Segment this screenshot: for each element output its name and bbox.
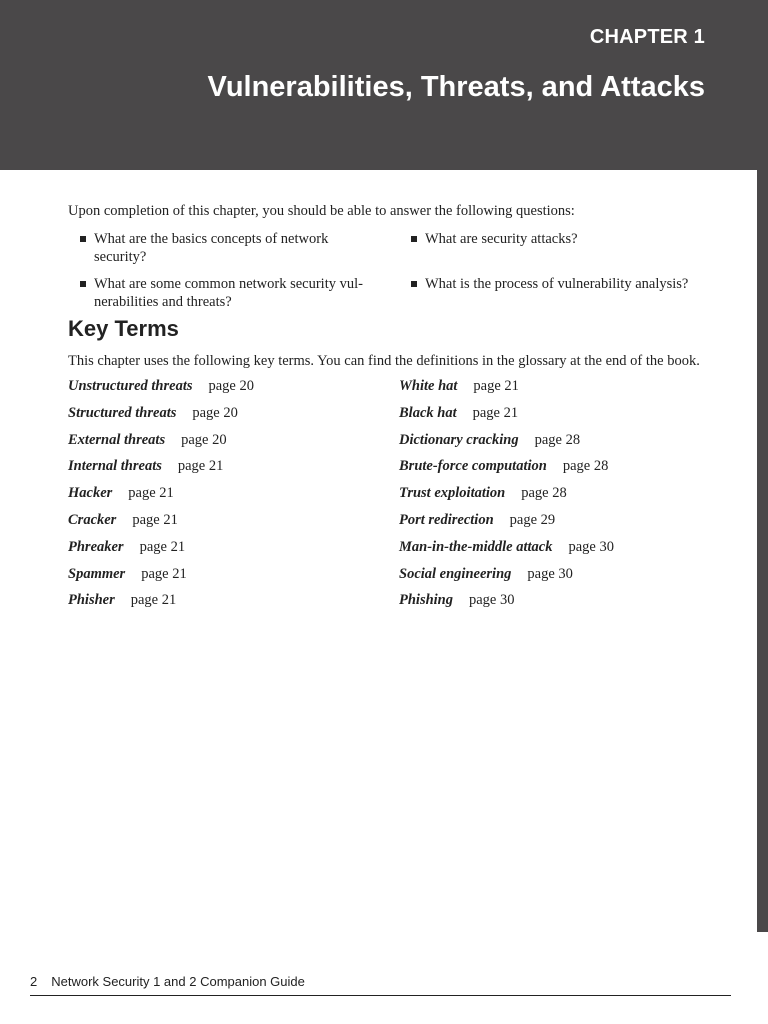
key-term: Black hat: [399, 404, 457, 421]
square-bullet-icon: [80, 236, 86, 242]
key-term-item: [399, 592, 730, 619]
key-term-item: [68, 378, 399, 405]
key-term-page: page 21: [472, 404, 519, 421]
objective-item: [399, 230, 739, 266]
key-term-item: [399, 539, 730, 566]
objectives-list: [68, 230, 748, 311]
key-term-page: page 29: [509, 511, 556, 528]
key-term-item: [68, 432, 399, 459]
key-term: Phishing: [399, 592, 453, 609]
key-term: Trust exploitation: [399, 485, 506, 502]
key-term: Port redirection: [399, 511, 494, 528]
key-term: Phisher: [68, 592, 115, 609]
key-term: Spammer: [68, 565, 126, 582]
key-term-page: page 20: [181, 431, 227, 448]
key-term: Brute-force computation: [399, 458, 547, 475]
key-term: Cracker: [68, 511, 117, 528]
page-number: 2: [30, 974, 38, 989]
key-term-item: [399, 485, 730, 512]
objective-item: [68, 275, 399, 311]
key-term-page: page 28: [562, 458, 609, 475]
key-term-item: [68, 405, 399, 432]
key-term-page: page 30: [568, 538, 614, 555]
key-term-item: [399, 512, 730, 539]
square-bullet-icon: [411, 236, 417, 242]
chapter-label: CHAPTER 1: [589, 26, 705, 48]
key-terms-heading: Key Terms: [68, 316, 179, 341]
key-terms-list: [68, 378, 748, 619]
key-term: Unstructured threats: [68, 378, 193, 394]
square-bullet-icon: [80, 281, 86, 287]
key-term-item: [68, 485, 399, 512]
key-term-page: page 28: [521, 485, 567, 502]
key-terms-intro: This chapter uses the following key terms. You can find the definitions in the glossary at the end of the book.: [68, 353, 700, 369]
key-term: White hat: [399, 378, 458, 394]
key-term: Hacker: [68, 485, 113, 502]
key-term-item: [68, 539, 399, 566]
key-term-page: page 21: [141, 565, 187, 582]
key-term-page: page 21: [473, 378, 519, 394]
key-term-item: [68, 592, 399, 619]
key-term-page: page 28: [534, 431, 581, 448]
key-term-item: [399, 378, 730, 405]
chapter-title: Vulnerabilities, Threats, and Attacks: [207, 71, 705, 103]
key-term: Man-in-the-middle attack: [399, 538, 553, 555]
key-term-page: page 30: [527, 565, 573, 582]
key-term-item: [399, 566, 730, 593]
key-term-item: [68, 458, 399, 485]
key-term-item: [399, 458, 730, 485]
objective-text: What are the basics concepts of network security?: [94, 231, 329, 265]
key-term-page: page 20: [192, 404, 238, 421]
key-term-item: [68, 512, 399, 539]
key-term-page: page 21: [128, 485, 174, 502]
square-bullet-icon: [411, 281, 417, 287]
key-term: Dictionary cracking: [399, 431, 519, 448]
key-term-page: page 21: [139, 538, 186, 555]
key-term-page: page 20: [208, 378, 254, 394]
page-footer: [30, 974, 731, 996]
key-term-item: [399, 405, 730, 432]
objective-text: What are security attacks?: [425, 231, 578, 247]
objective-item: [399, 275, 739, 311]
page-edge-tab: [757, 170, 768, 932]
key-term-page: page 21: [130, 592, 177, 609]
book-title: Network Security 1 and 2 Companion Guide: [51, 974, 305, 989]
key-term-page: page 21: [132, 511, 178, 528]
objectives-intro: Upon completion of this chapter, you should be able to answer the following questions:: [68, 203, 575, 219]
key-term-item: [68, 566, 399, 593]
objective-text: What are some common network security vul-nerabilities and threats?: [94, 276, 363, 310]
key-term-page: page 30: [469, 592, 515, 609]
key-term-item: [399, 432, 730, 459]
key-term: Structured threats: [68, 404, 177, 421]
key-term: Internal threats: [68, 458, 162, 475]
chapter-banner: [0, 0, 768, 170]
objective-text: What is the process of vulnerability analysis?: [425, 276, 689, 292]
key-term-page: page 21: [177, 458, 224, 475]
key-term: Social engineering: [399, 565, 512, 582]
key-term: External threats: [68, 431, 166, 448]
key-term: Phreaker: [68, 538, 124, 555]
objective-item: [68, 230, 399, 266]
